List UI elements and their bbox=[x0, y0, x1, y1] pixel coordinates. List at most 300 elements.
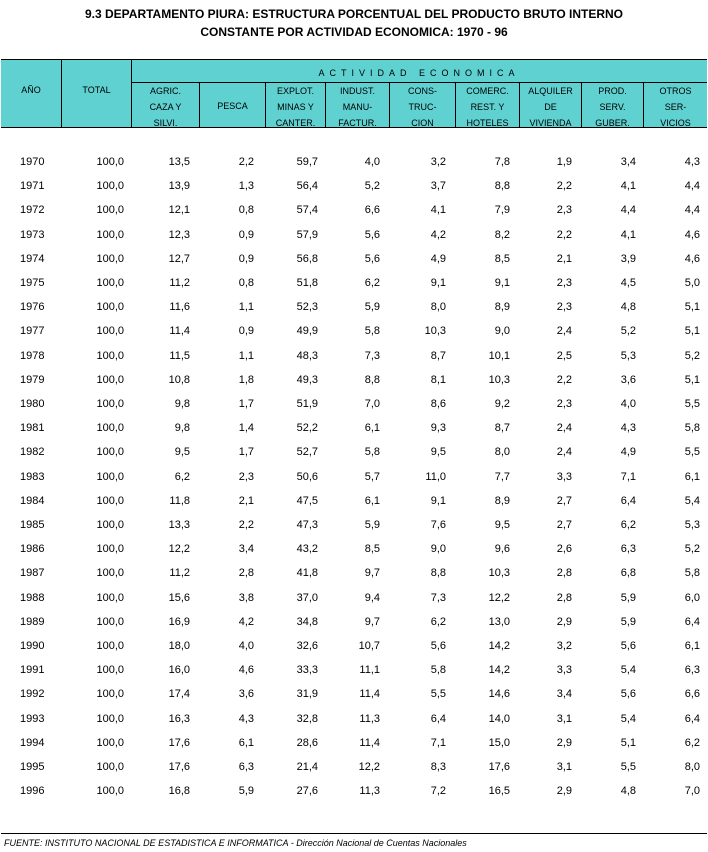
cell-value: 43,2 bbox=[296, 543, 318, 556]
cell-value: 5,9 bbox=[620, 591, 636, 604]
cell-value: 9,8 bbox=[174, 422, 190, 435]
cell-value: 8,8 bbox=[430, 567, 446, 580]
cell-value: 34,8 bbox=[296, 615, 318, 628]
cell-value: 4,3 bbox=[620, 422, 636, 435]
cell-value: 11,4 bbox=[359, 736, 380, 749]
table-row bbox=[0, 737, 708, 751]
cell-value: 32,8 bbox=[296, 712, 318, 725]
cell-value: 13,9 bbox=[168, 180, 190, 193]
cell-value: 12,2 bbox=[358, 761, 380, 773]
cell-value: 2,2 bbox=[238, 156, 254, 168]
header-line: CION bbox=[411, 118, 434, 128]
source-note: FUENTE: INSTITUTO NACIONAL DE ESTADISTICA E INFORMATICA - Dirección Nacional de Cuentas Nacionales bbox=[4, 838, 467, 848]
header-line: CONS- bbox=[408, 86, 437, 96]
cell-value: 1,7 bbox=[238, 446, 254, 459]
cell-value: 9,6 bbox=[494, 543, 510, 556]
cell-value: 3,6 bbox=[238, 688, 254, 701]
header-activity-col-6 bbox=[456, 83, 519, 131]
cell-year: 1977 bbox=[20, 325, 45, 338]
cell-value: 6,3 bbox=[684, 664, 700, 677]
cell-value: 16,8 bbox=[168, 785, 190, 798]
cell-value: 49,3 bbox=[296, 373, 318, 386]
cell-value: 2,2 bbox=[556, 373, 572, 386]
header-activity-col-7 bbox=[520, 83, 581, 131]
table-row bbox=[0, 592, 708, 606]
header-line: MINAS Y bbox=[277, 102, 314, 112]
header-line: SER- bbox=[664, 102, 687, 112]
cell-total: 100,0 bbox=[96, 494, 124, 507]
cell-value: 16,5 bbox=[488, 785, 510, 798]
cell-value: 7,0 bbox=[364, 398, 380, 410]
cell-value: 4,2 bbox=[430, 228, 446, 241]
header-total: TOTAL bbox=[82, 85, 111, 95]
cell-value: 51,9 bbox=[296, 398, 318, 410]
cell-value: 3,4 bbox=[556, 688, 572, 701]
cell-value: 17,6 bbox=[488, 761, 510, 773]
cell-value: 2,2 bbox=[238, 519, 254, 531]
cell-year: 1971 bbox=[20, 180, 45, 193]
cell-value: 17,4 bbox=[168, 688, 190, 701]
cell-value: 5,8 bbox=[684, 422, 700, 435]
cell-value: 9,8 bbox=[174, 398, 190, 410]
cell-value: 5,3 bbox=[620, 349, 636, 362]
cell-total: 100,0 bbox=[96, 180, 124, 193]
table-row bbox=[0, 713, 708, 727]
table-header bbox=[1, 59, 707, 128]
table-row bbox=[0, 640, 708, 654]
cell-value: 50,6 bbox=[296, 470, 318, 483]
cell-value: 5,6 bbox=[430, 640, 446, 652]
cell-value: 8,9 bbox=[494, 301, 510, 314]
header-line: SERV. bbox=[599, 102, 626, 112]
cell-value: 11,8 bbox=[169, 494, 190, 507]
table-row bbox=[0, 180, 708, 194]
cell-total: 100,0 bbox=[96, 398, 124, 410]
cell-value: 49,9 bbox=[296, 325, 318, 338]
cell-value: 5,3 bbox=[684, 519, 700, 531]
cell-value: 4,1 bbox=[620, 180, 636, 193]
cell-total: 100,0 bbox=[96, 228, 124, 241]
cell-value: 5,8 bbox=[684, 567, 700, 580]
cell-value: 9,4 bbox=[364, 591, 380, 604]
cell-value: 9,2 bbox=[494, 398, 510, 410]
cell-total: 100,0 bbox=[96, 712, 124, 725]
cell-value: 4,6 bbox=[238, 664, 254, 677]
cell-value: 5,9 bbox=[238, 785, 254, 798]
cell-value: 2,4 bbox=[556, 446, 572, 459]
cell-value: 31,9 bbox=[296, 688, 318, 701]
header-year: AÑO bbox=[21, 85, 41, 95]
cell-value: 2,5 bbox=[556, 349, 572, 362]
cell-total: 100,0 bbox=[96, 543, 124, 556]
cell-value: 9,0 bbox=[430, 543, 446, 556]
cell-value: 9,7 bbox=[364, 567, 380, 580]
cell-value: 3,4 bbox=[620, 156, 636, 168]
cell-value: 10,1 bbox=[488, 349, 510, 362]
cell-value: 6,2 bbox=[620, 519, 636, 531]
cell-value: 4,2 bbox=[238, 615, 254, 628]
cell-value: 27,6 bbox=[296, 785, 318, 798]
cell-value: 1,4 bbox=[238, 422, 254, 435]
cell-value: 10,8 bbox=[168, 373, 190, 386]
cell-value: 2,8 bbox=[238, 567, 254, 580]
cell-value: 5,2 bbox=[620, 325, 636, 338]
cell-value: 2,3 bbox=[556, 277, 572, 289]
header-line: INDUST. bbox=[339, 86, 375, 96]
cell-value: 10,3 bbox=[488, 373, 510, 386]
cell-value: 12,7 bbox=[168, 252, 190, 265]
cell-year: 1994 bbox=[20, 736, 45, 749]
cell-value: 5,8 bbox=[364, 446, 380, 459]
table-row bbox=[0, 471, 708, 485]
cell-value: 2,7 bbox=[556, 494, 572, 507]
cell-value: 10,3 bbox=[488, 567, 510, 580]
cell-year: 1975 bbox=[20, 277, 45, 289]
cell-value: 9,7 bbox=[364, 615, 380, 628]
cell-value: 13,5 bbox=[168, 156, 190, 168]
cell-value: 47,3 bbox=[296, 519, 318, 531]
cell-value: 7,7 bbox=[494, 470, 510, 483]
cell-value: 2,2 bbox=[556, 228, 572, 241]
cell-total: 100,0 bbox=[96, 349, 124, 362]
cell-year: 1981 bbox=[20, 422, 45, 435]
cell-total: 100,0 bbox=[96, 446, 124, 459]
header-line: SILVI. bbox=[153, 118, 178, 128]
cell-value: 2,3 bbox=[556, 301, 572, 314]
cell-value: 47,5 bbox=[296, 494, 318, 507]
cell-value: 11,6 bbox=[169, 301, 190, 314]
header-activity-col-9 bbox=[644, 83, 707, 131]
table-row bbox=[0, 301, 708, 315]
cell-value: 2,8 bbox=[556, 591, 572, 604]
table-row bbox=[0, 156, 708, 170]
cell-value: 6,2 bbox=[684, 736, 700, 749]
header-activity-col-3 bbox=[266, 83, 325, 131]
header-line: VICIOS bbox=[660, 118, 691, 128]
table-row bbox=[0, 688, 708, 702]
cell-value: 6,6 bbox=[364, 204, 380, 217]
cell-total: 100,0 bbox=[96, 252, 124, 265]
cell-year: 1990 bbox=[20, 640, 45, 652]
cell-value: 5,9 bbox=[364, 519, 380, 531]
header-line: GUBER. bbox=[595, 118, 630, 128]
cell-value: 2,7 bbox=[556, 519, 572, 531]
cell-year: 1985 bbox=[20, 519, 45, 531]
table-row bbox=[0, 374, 708, 388]
cell-value: 8,3 bbox=[430, 761, 446, 773]
cell-value: 4,9 bbox=[620, 446, 636, 459]
cell-value: 4,8 bbox=[620, 785, 636, 798]
cell-value: 8,0 bbox=[430, 301, 446, 314]
cell-value: 6,1 bbox=[364, 422, 380, 435]
cell-value: 56,4 bbox=[296, 180, 318, 193]
cell-value: 21,4 bbox=[296, 761, 318, 773]
header-line: OTROS bbox=[659, 86, 692, 96]
table-title-line1: 9.3 DEPARTAMENTO PIURA: ESTRUCTURA PORCENTUAL DEL PRODUCTO BRUTO INTERNO bbox=[84, 7, 624, 21]
cell-value: 6,8 bbox=[620, 567, 636, 580]
table-row bbox=[0, 350, 708, 364]
cell-value: 2,6 bbox=[556, 543, 572, 556]
cell-value: 6,2 bbox=[364, 277, 380, 289]
cell-value: 1,3 bbox=[238, 180, 254, 193]
cell-value: 5,8 bbox=[430, 664, 446, 677]
cell-value: 5,8 bbox=[364, 325, 380, 338]
cell-value: 32,6 bbox=[296, 640, 318, 652]
cell-value: 48,3 bbox=[296, 349, 318, 362]
cell-year: 1986 bbox=[20, 543, 45, 556]
cell-value: 4,0 bbox=[238, 640, 254, 652]
cell-value: 5,4 bbox=[684, 494, 700, 507]
cell-value: 6,2 bbox=[174, 470, 190, 483]
header-line: AGRIC. bbox=[149, 86, 181, 96]
cell-value: 4,3 bbox=[684, 156, 700, 168]
table-row bbox=[0, 761, 708, 775]
cell-value: 5,5 bbox=[684, 446, 700, 459]
table-row bbox=[0, 519, 708, 533]
cell-value: 7,6 bbox=[430, 519, 446, 531]
cell-value: 0,9 bbox=[238, 252, 254, 265]
cell-total: 100,0 bbox=[96, 761, 124, 773]
cell-value: 14,0 bbox=[488, 712, 510, 725]
cell-total: 100,0 bbox=[96, 422, 124, 435]
cell-value: 9,5 bbox=[174, 446, 190, 459]
header-line: TRUC- bbox=[408, 102, 437, 112]
header-line: EXPLOT. bbox=[276, 86, 314, 96]
cell-value: 9,1 bbox=[430, 494, 446, 507]
cell-value: 11,5 bbox=[169, 349, 190, 362]
cell-value: 9,0 bbox=[494, 325, 510, 338]
cell-year: 1982 bbox=[20, 446, 45, 459]
cell-value: 5,5 bbox=[430, 688, 446, 701]
cell-total: 100,0 bbox=[96, 640, 124, 652]
cell-value: 4,1 bbox=[430, 204, 446, 217]
cell-value: 12,3 bbox=[168, 228, 190, 241]
cell-value: 41,8 bbox=[296, 567, 318, 580]
cell-value: 5,5 bbox=[620, 761, 636, 773]
cell-year: 1980 bbox=[20, 398, 45, 410]
cell-value: 4,3 bbox=[238, 712, 254, 725]
cell-value: 2,2 bbox=[556, 180, 572, 193]
cell-value: 7,9 bbox=[494, 204, 510, 217]
cell-value: 8,6 bbox=[430, 398, 446, 410]
cell-value: 4,5 bbox=[620, 277, 636, 289]
cell-value: 7,3 bbox=[364, 349, 380, 362]
cell-value: 12,1 bbox=[168, 204, 190, 217]
cell-value: 3,2 bbox=[556, 640, 572, 652]
cell-value: 2,1 bbox=[238, 494, 254, 507]
cell-year: 1996 bbox=[20, 785, 45, 798]
cell-value: 4,4 bbox=[684, 204, 700, 217]
cell-value: 5,6 bbox=[364, 228, 380, 241]
header-activity-col-8 bbox=[582, 83, 643, 131]
cell-value: 6,0 bbox=[684, 591, 700, 604]
cell-value: 5,5 bbox=[684, 398, 700, 410]
header-line: PESCA bbox=[217, 101, 248, 111]
cell-value: 1,1 bbox=[238, 301, 254, 314]
header-activity: ACTIVIDAD ECONOMICA bbox=[318, 68, 520, 78]
cell-value: 51,8 bbox=[296, 277, 318, 289]
cell-total: 100,0 bbox=[96, 688, 124, 701]
cell-value: 6,1 bbox=[684, 640, 700, 652]
cell-value: 4,4 bbox=[684, 180, 700, 193]
cell-value: 1,8 bbox=[238, 373, 254, 386]
cell-value: 5,1 bbox=[620, 736, 636, 749]
cell-value: 5,9 bbox=[364, 301, 380, 314]
cell-value: 59,7 bbox=[296, 156, 318, 168]
cell-value: 18,0 bbox=[168, 640, 190, 652]
cell-value: 56,8 bbox=[296, 252, 318, 265]
cell-year: 1984 bbox=[20, 494, 45, 507]
cell-value: 11,2 bbox=[169, 567, 190, 580]
cell-value: 8,0 bbox=[494, 446, 510, 459]
header-activity-col-1 bbox=[132, 83, 199, 131]
cell-value: 5,1 bbox=[684, 301, 700, 314]
cell-year: 1983 bbox=[20, 470, 45, 483]
cell-value: 3,3 bbox=[556, 470, 572, 483]
cell-value: 6,4 bbox=[620, 494, 636, 507]
cell-value: 2,3 bbox=[238, 470, 254, 483]
cell-value: 9,1 bbox=[494, 277, 510, 289]
header-activity-col-5 bbox=[390, 83, 455, 131]
cell-value: 9,1 bbox=[430, 277, 446, 289]
header-line: FACTUR. bbox=[338, 118, 377, 128]
cell-value: 9,5 bbox=[430, 446, 446, 459]
cell-total: 100,0 bbox=[96, 301, 124, 314]
cell-value: 12,2 bbox=[168, 543, 190, 556]
cell-value: 4,6 bbox=[684, 252, 700, 265]
table-row bbox=[0, 567, 708, 581]
cell-value: 15,0 bbox=[488, 736, 510, 749]
cell-value: 5,1 bbox=[684, 373, 700, 386]
cell-value: 8,5 bbox=[364, 543, 380, 556]
cell-value: 2,9 bbox=[556, 615, 572, 628]
cell-value: 3,3 bbox=[556, 664, 572, 677]
cell-value: 6,4 bbox=[430, 712, 446, 725]
header-line: REST. Y bbox=[470, 102, 505, 112]
cell-value: 15,6 bbox=[168, 591, 190, 604]
cell-value: 28,6 bbox=[296, 736, 318, 749]
cell-value: 2,9 bbox=[556, 785, 572, 798]
header-line: DE bbox=[544, 102, 557, 112]
cell-value: 8,1 bbox=[430, 373, 446, 386]
cell-value: 11,2 bbox=[169, 277, 190, 289]
cell-year: 1991 bbox=[20, 664, 45, 677]
cell-value: 5,2 bbox=[684, 543, 700, 556]
cell-value: 8,8 bbox=[494, 180, 510, 193]
cell-value: 5,7 bbox=[364, 470, 380, 483]
cell-value: 4,0 bbox=[364, 156, 380, 168]
cell-value: 13,3 bbox=[168, 519, 190, 531]
cell-value: 2,3 bbox=[556, 204, 572, 217]
table-row bbox=[0, 422, 708, 436]
cell-value: 10,3 bbox=[424, 325, 446, 338]
cell-value: 8,7 bbox=[494, 422, 510, 435]
cell-value: 5,6 bbox=[620, 688, 636, 701]
cell-value: 14,2 bbox=[488, 664, 510, 677]
cell-value: 11,4 bbox=[169, 325, 190, 338]
cell-value: 3,7 bbox=[430, 180, 446, 193]
cell-value: 4,8 bbox=[620, 301, 636, 314]
cell-value: 5,6 bbox=[364, 252, 380, 265]
header-line: HOTELES bbox=[466, 118, 509, 128]
cell-value: 5,9 bbox=[620, 615, 636, 628]
table-row bbox=[0, 664, 708, 678]
table-row bbox=[0, 325, 708, 339]
header-activity-col-4 bbox=[326, 83, 389, 131]
cell-value: 3,2 bbox=[430, 156, 446, 168]
cell-value: 52,3 bbox=[296, 301, 318, 314]
cell-value: 1,9 bbox=[556, 156, 572, 168]
cell-value: 17,6 bbox=[168, 736, 190, 749]
cell-value: 37,0 bbox=[296, 591, 318, 604]
cell-value: 14,2 bbox=[488, 640, 510, 652]
cell-value: 13,0 bbox=[488, 615, 510, 628]
cell-total: 100,0 bbox=[96, 591, 124, 604]
cell-value: 8,5 bbox=[494, 252, 510, 265]
cell-year: 1989 bbox=[20, 615, 45, 628]
cell-value: 8,2 bbox=[494, 228, 510, 241]
header-activity-col-2 bbox=[200, 98, 265, 114]
cell-total: 100,0 bbox=[96, 277, 124, 289]
header-line: VIVIENDA bbox=[529, 118, 572, 128]
cell-value: 14,6 bbox=[488, 688, 510, 701]
table-row bbox=[0, 204, 708, 218]
cell-year: 1976 bbox=[20, 301, 45, 314]
cell-year: 1988 bbox=[20, 591, 45, 604]
cell-value: 6,2 bbox=[430, 615, 446, 628]
cell-value: 6,4 bbox=[684, 615, 700, 628]
cell-year: 1972 bbox=[20, 204, 45, 217]
cell-value: 5,0 bbox=[684, 277, 700, 289]
header-line: CANTER. bbox=[275, 118, 316, 128]
table-row bbox=[0, 543, 708, 557]
cell-value: 0,8 bbox=[238, 277, 254, 289]
cell-value: 4,9 bbox=[430, 252, 446, 265]
cell-year: 1973 bbox=[20, 228, 45, 241]
cell-year: 1993 bbox=[20, 712, 45, 725]
cell-value: 5,2 bbox=[684, 349, 700, 362]
table-row bbox=[0, 616, 708, 630]
table-row bbox=[0, 229, 708, 243]
cell-total: 100,0 bbox=[96, 373, 124, 386]
cell-value: 4,6 bbox=[684, 228, 700, 241]
cell-value: 57,9 bbox=[296, 228, 318, 241]
cell-value: 4,4 bbox=[620, 204, 636, 217]
cell-total: 100,0 bbox=[96, 736, 124, 749]
table-row bbox=[0, 277, 708, 291]
cell-value: 7,1 bbox=[620, 470, 636, 483]
cell-value: 1,7 bbox=[238, 398, 254, 410]
cell-value: 6,3 bbox=[238, 761, 254, 773]
cell-year: 1987 bbox=[20, 567, 45, 580]
cell-value: 8,7 bbox=[430, 349, 446, 362]
cell-value: 7,8 bbox=[494, 156, 510, 168]
cell-value: 5,4 bbox=[620, 664, 636, 677]
table-row bbox=[0, 785, 708, 799]
cell-year: 1978 bbox=[20, 349, 45, 362]
cell-value: 0,9 bbox=[238, 228, 254, 241]
cell-value: 16,9 bbox=[168, 615, 190, 628]
table-row bbox=[0, 446, 708, 460]
header-line: MANU- bbox=[342, 102, 373, 112]
cell-value: 3,9 bbox=[620, 252, 636, 265]
cell-value: 8,0 bbox=[684, 761, 700, 773]
cell-value: 9,5 bbox=[494, 519, 510, 531]
cell-value: 7,1 bbox=[430, 736, 446, 749]
cell-year: 1970 bbox=[20, 156, 45, 168]
cell-value: 6,6 bbox=[684, 688, 700, 701]
header-line: CAZA Y bbox=[149, 102, 182, 112]
